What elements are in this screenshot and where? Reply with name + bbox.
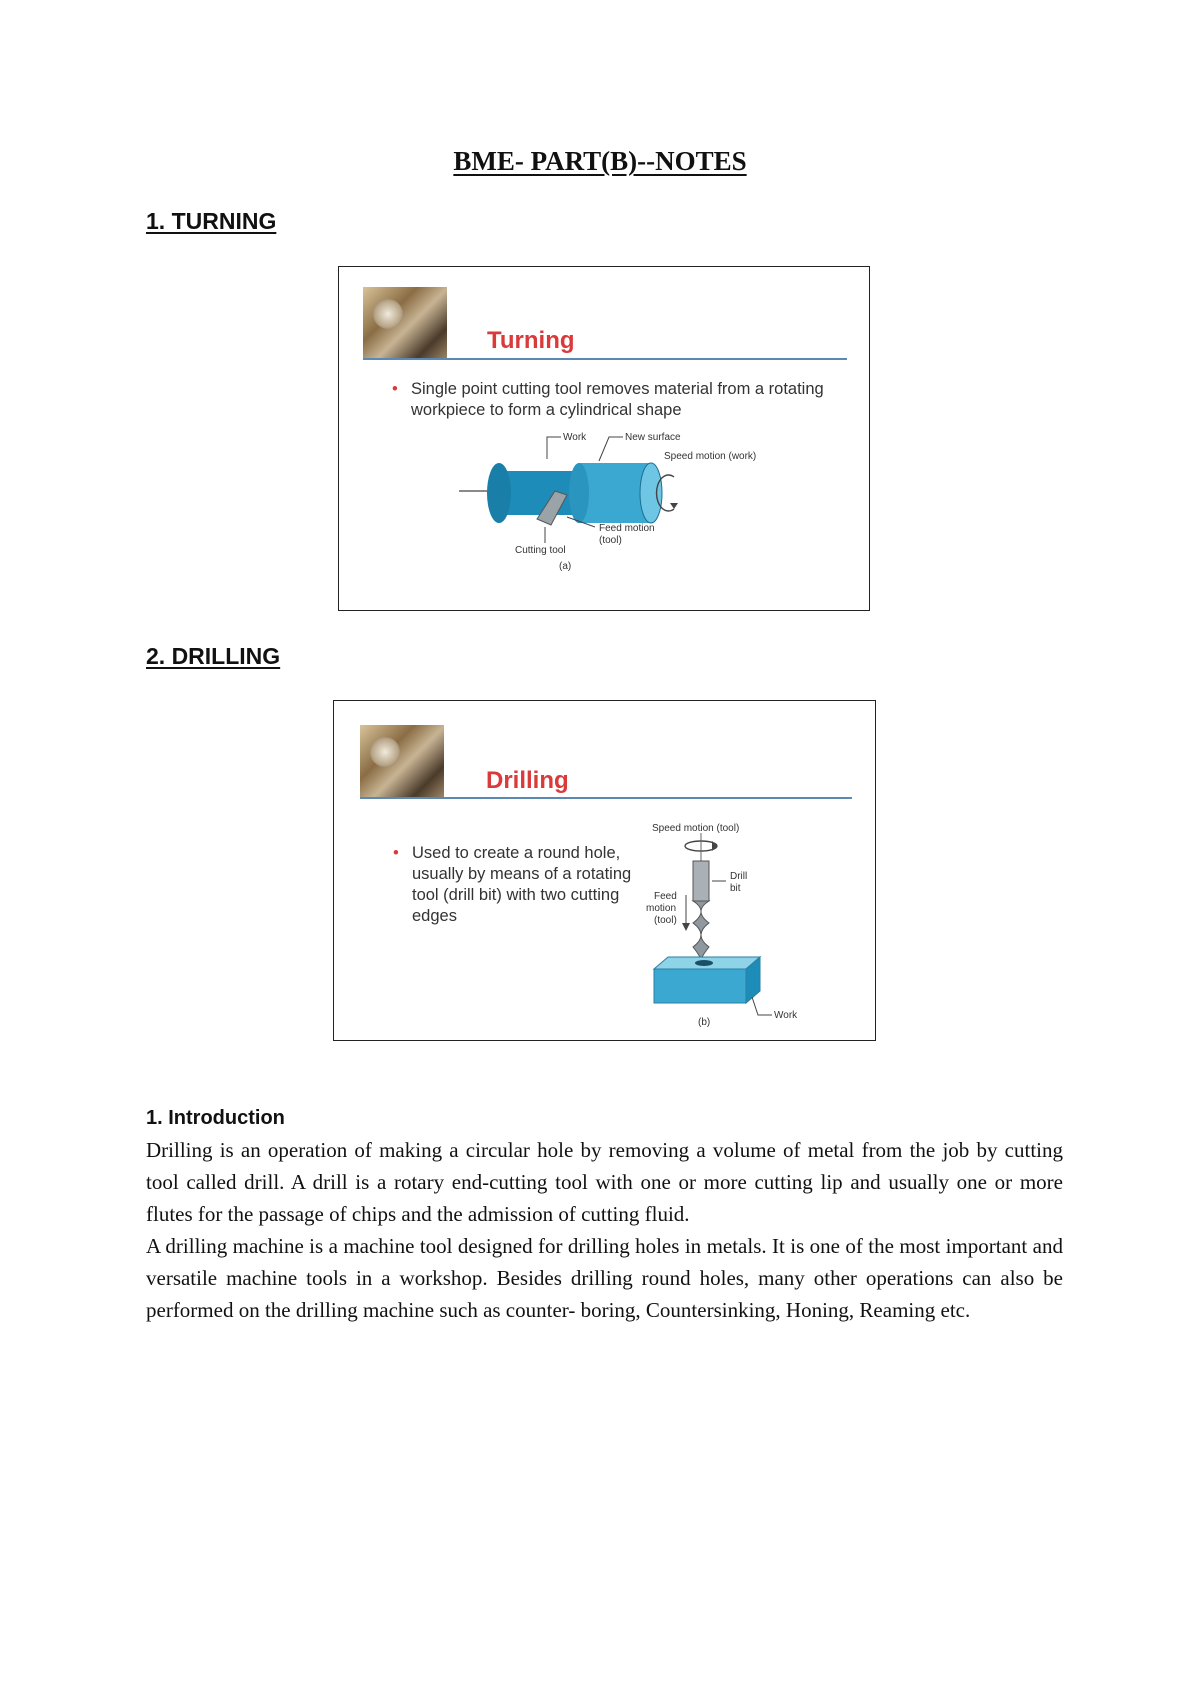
- label-feed-motion: Feed motion: [599, 523, 655, 534]
- figure-caption: (b): [698, 1017, 711, 1028]
- introduction-paragraph: A drilling machine is a machine tool designed for drilling holes in metals. It is one of the most important and versatile machine tools in a workshop. Besides drilling round holes, many other operations can also be performed on the drilling machine such as counter- boring, Countersinking, Honing, Reaming etc.: [146, 1234, 1063, 1322]
- work-leader: [547, 437, 561, 459]
- feed-arrow-icon: [682, 923, 690, 931]
- lathe-photo-icon: [363, 287, 447, 359]
- slide-bullet: • Single point cutting tool removes material from a rotating workpiece to form a cylindrical shape: [392, 380, 824, 419]
- slide-title-rule: [360, 797, 852, 799]
- introduction-paragraph: Drilling is an operation of making a circular hole by removing a volume of metal from the job by cutting tool called drill. A drill is a rotary end-cutting tool with one or more cutting lip and usually one or more flutes for the passage of chips and the admission of cutting fluid.: [146, 1138, 1063, 1226]
- drill-bit-icon: [693, 901, 709, 961]
- label-speed-motion: Speed motion (work): [664, 451, 757, 462]
- drilling-slide: [333, 700, 876, 1041]
- work-front: [654, 969, 746, 1003]
- label-speed-motion: Speed motion (tool): [652, 823, 740, 834]
- arrow-head-icon: [670, 503, 678, 509]
- label-work: Work: [563, 432, 587, 443]
- workpiece-end: [487, 463, 511, 523]
- drilled-hole: [695, 960, 713, 966]
- new-surface-leader: [599, 437, 623, 461]
- figure-caption: (a): [559, 561, 572, 572]
- turning-diagram: [459, 427, 779, 597]
- introduction-heading: 1. Introduction: [146, 1107, 285, 1129]
- document-title: BME- PART(B)--NOTES: [453, 146, 747, 176]
- workpiece-face: [640, 463, 662, 523]
- label-feed: Feed: [654, 891, 677, 902]
- introduction-body: [146, 1134, 1063, 1326]
- arrow-head-icon: [712, 841, 717, 851]
- workpiece-step: [569, 463, 589, 523]
- work-leader: [752, 997, 772, 1015]
- label-drill: Drill: [730, 871, 748, 882]
- turning-slide: [338, 266, 870, 611]
- label-cutting-tool: Cutting tool: [515, 545, 566, 556]
- slide-title: Drilling: [486, 767, 569, 794]
- label-new-surface: New surface: [625, 432, 681, 443]
- label-motion: motion: [646, 903, 677, 914]
- drill-photo-icon: [360, 725, 444, 797]
- label-work: Work: [774, 1010, 798, 1021]
- bullet-dot-icon: •: [393, 844, 399, 862]
- slide-title-rule: [363, 358, 847, 360]
- section-heading-turning: 1. TURNING: [146, 208, 277, 234]
- label-feed-motion-sub: (tool): [599, 535, 622, 546]
- drilling-diagram: [634, 819, 844, 1034]
- drill-shank: [693, 861, 709, 901]
- slide-title: Turning: [487, 327, 575, 354]
- bullet-dot-icon: •: [392, 380, 398, 398]
- label-tool: (tool): [654, 915, 677, 926]
- slide-bullet: • Used to create a round hole, usually by means of a rotating tool (drill bit) with two cutting edges: [393, 844, 632, 925]
- label-bit: bit: [730, 883, 741, 894]
- section-heading-drilling: 2. DRILLING: [146, 643, 281, 669]
